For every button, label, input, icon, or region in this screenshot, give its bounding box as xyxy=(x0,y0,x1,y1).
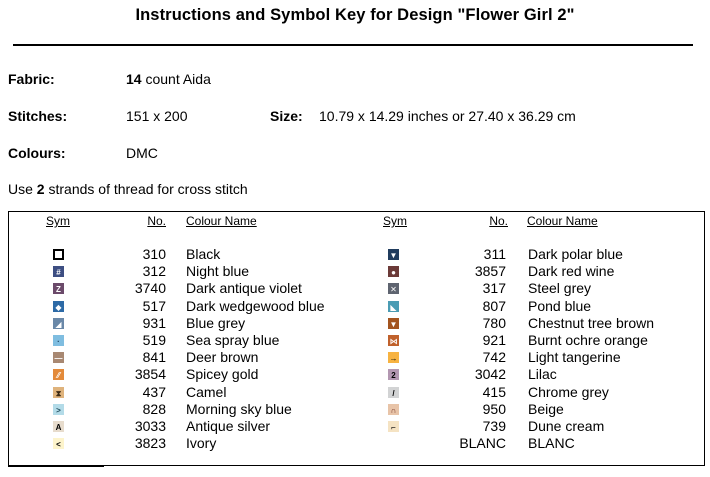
key-row-right xyxy=(388,384,688,401)
colour-name: Sea spray blue xyxy=(186,332,280,348)
hourglass-icon: ⧗ xyxy=(53,387,64,398)
colour-name: Spicey gold xyxy=(186,366,259,383)
colour-name: Pond blue xyxy=(528,297,592,314)
dmc-number: 3740 xyxy=(134,280,166,297)
note-post: strands of thread for cross stitch xyxy=(44,181,248,197)
dmc-number: 921 xyxy=(482,332,506,348)
key-row-right xyxy=(388,298,688,315)
strands-count: 2 xyxy=(36,181,45,197)
colours-label: Colours: xyxy=(8,145,66,161)
triangle-icon: ◢ xyxy=(53,318,64,329)
corner-triangle-icon: ◣ xyxy=(388,301,399,312)
hash-icon: # xyxy=(53,266,64,277)
dmc-number: 931 xyxy=(142,314,166,331)
dmc-number: 519 xyxy=(142,332,166,348)
slashes-icon: ⁄⁄ xyxy=(53,369,64,380)
dmc-number: 517 xyxy=(142,297,166,314)
diamond-icon: ◆ xyxy=(53,301,64,312)
down-triangle-icon: ▼ xyxy=(389,319,398,329)
colour-name: BLANC xyxy=(528,435,575,452)
dmc-number: 437 xyxy=(142,383,166,400)
colours-value: DMC xyxy=(126,145,158,161)
dmc-number: 828 xyxy=(142,400,166,417)
header-name-right: Colour Name xyxy=(527,214,598,228)
dmc-number: BLANC xyxy=(459,435,506,452)
key-row-left xyxy=(53,332,353,349)
colour-name: Dark antique violet xyxy=(186,280,302,297)
dot-icon: · xyxy=(53,335,64,346)
dmc-number: 3033 xyxy=(134,418,166,434)
colour-name: Night blue xyxy=(186,263,250,280)
blank-icon xyxy=(388,438,399,449)
strands-note xyxy=(8,181,248,197)
digit-two-icon: 2 xyxy=(388,369,399,380)
x-icon: ✕ xyxy=(388,283,399,294)
table-underline xyxy=(8,466,104,467)
greater-than-icon: > xyxy=(53,404,64,415)
colour-name: Dune cream xyxy=(528,418,605,434)
key-row-right xyxy=(388,246,688,263)
colour-name: Beige xyxy=(528,400,564,417)
colour-name: Ivory xyxy=(186,435,217,452)
colour-name: Dark wedgewood blue xyxy=(186,297,325,314)
colour-name: Burnt ochre orange xyxy=(528,332,648,348)
colour-name: Chestnut tree brown xyxy=(528,314,655,331)
letter-a-icon: A xyxy=(53,421,64,432)
key-row-right xyxy=(388,418,688,435)
circle-icon: ● xyxy=(388,266,399,277)
key-row-right xyxy=(388,263,688,280)
colour-name: Antique silver xyxy=(186,418,271,434)
dmc-number: 950 xyxy=(482,400,506,417)
dmc-number: 3857 xyxy=(474,263,506,280)
dmc-number: 739 xyxy=(482,418,506,434)
colour-name: Camel xyxy=(186,383,227,400)
title-rule xyxy=(13,44,693,46)
key-row-right xyxy=(388,349,688,366)
stitches-value: 151 x 200 xyxy=(126,108,188,124)
colour-name: Morning sky blue xyxy=(186,400,292,417)
colour-name: Dark red wine xyxy=(528,263,615,280)
z-icon: Z xyxy=(53,283,64,294)
colour-name: Dark polar blue xyxy=(528,246,623,262)
open-square-icon xyxy=(53,249,64,260)
key-row-left xyxy=(53,280,353,297)
colour-name: Steel grey xyxy=(528,280,592,297)
dash-icon: — xyxy=(54,354,63,364)
dmc-number: 3823 xyxy=(134,435,166,452)
key-row-right xyxy=(388,315,688,332)
size-value: 10.79 x 14.29 inches or 27.40 x 36.29 cm xyxy=(319,108,576,124)
key-row-left xyxy=(53,246,353,263)
key-row-right xyxy=(388,280,688,297)
header-no-left: No. xyxy=(147,214,166,228)
key-row-left xyxy=(53,384,353,401)
key-row-right xyxy=(388,332,688,349)
key-row-left xyxy=(53,435,353,452)
arch-icon: ∩ xyxy=(388,404,399,415)
dmc-number: 312 xyxy=(142,263,166,280)
dmc-number: 3042 xyxy=(474,366,506,383)
dmc-number: 317 xyxy=(482,280,506,297)
colour-name: Chrome grey xyxy=(528,383,609,400)
page-title: Instructions and Symbol Key for Design "Flower Girl 2" xyxy=(135,6,575,24)
fabric-type: count Aida xyxy=(141,71,211,87)
dmc-number: 3854 xyxy=(134,366,166,383)
key-row-left xyxy=(53,315,353,332)
stitches-label: Stitches: xyxy=(8,108,68,124)
dmc-number: 807 xyxy=(482,297,506,314)
key-row-left xyxy=(53,401,353,418)
fabric-count: 14 xyxy=(126,71,142,87)
colour-name: Deer brown xyxy=(186,349,259,366)
header-name-left: Colour Name xyxy=(186,214,257,228)
fabric-label: Fabric: xyxy=(8,71,55,87)
less-than-icon: < xyxy=(53,438,64,449)
colour-name: Black xyxy=(186,246,221,262)
dmc-number: 841 xyxy=(142,349,166,366)
key-row-right xyxy=(388,366,688,383)
key-row-left xyxy=(53,298,353,315)
corner-icon: ⌐ xyxy=(388,421,399,432)
slash-icon: / xyxy=(388,387,399,398)
colour-name: Light tangerine xyxy=(528,349,621,366)
dmc-number: 311 xyxy=(483,246,506,262)
bowtie-icon: ⋈ xyxy=(389,337,398,346)
colour-name: Blue grey xyxy=(186,314,246,331)
note-pre: Use xyxy=(8,181,37,197)
dmc-number: 415 xyxy=(482,383,506,400)
fabric-value xyxy=(126,71,211,87)
arrow-right-icon: → xyxy=(389,354,398,364)
size-label: Size: xyxy=(270,108,303,124)
key-row-left xyxy=(53,349,353,366)
key-row-right xyxy=(388,435,688,452)
dmc-number: 742 xyxy=(482,349,506,366)
colour-name: Lilac xyxy=(528,366,557,383)
key-row-left xyxy=(53,418,353,435)
dmc-number: 780 xyxy=(482,314,506,331)
key-row-left xyxy=(53,366,353,383)
key-row-left xyxy=(53,263,353,280)
header-no-right: No. xyxy=(489,214,508,228)
heart-icon: ▼ xyxy=(389,251,398,260)
header-sym-left: Sym xyxy=(46,214,70,228)
header-sym-right: Sym xyxy=(383,214,407,228)
key-row-right xyxy=(388,401,688,418)
dmc-number: 310 xyxy=(142,246,166,262)
